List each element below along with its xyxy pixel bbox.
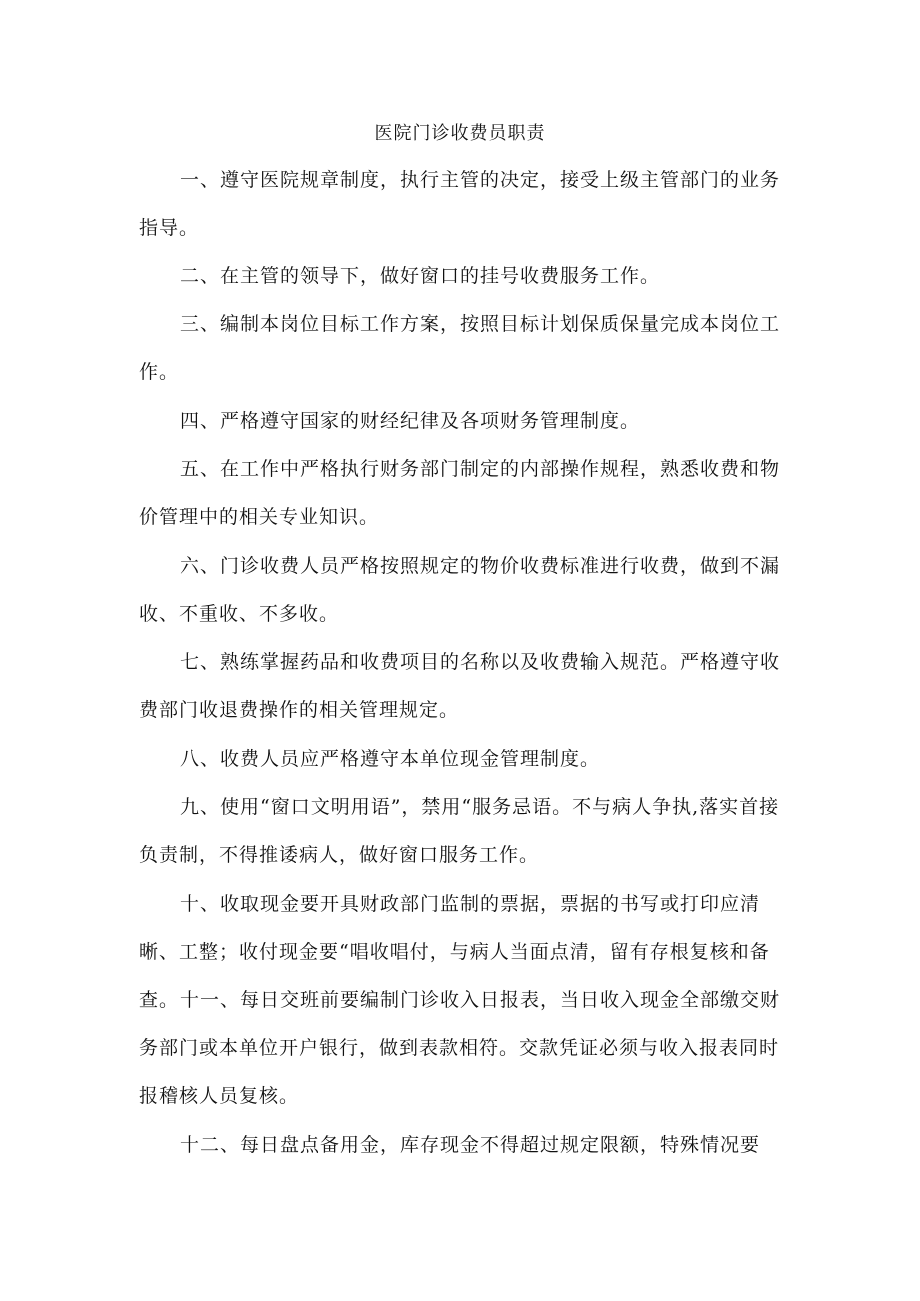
paragraph-8: 八、收费人员应严格遵守本单位现金管理制度。 [180, 748, 601, 770]
paragraph-12: 十二、每日盘点备用金，库存现金不得超过规定限额，特殊情况要 [180, 1134, 761, 1156]
paragraph-4: 四、严格遵守国家的财经纪律及各项财务管理制度。 [180, 410, 641, 432]
paragraph-10: 十、收取现金要开具财政部门监制的票据，票据的书写或打印应清晰、工整；收付现金要“唱收唱付，与病人当面点清，留有存根复核和备查。 [139, 893, 770, 1011]
paragraph-11: 十一、每日交班前要编制门诊收入日报表，当日收入现金全部缴交财务部门或本单位开户银行，做到表款相符。交款凭证必须与收入报表同时报稽核人员复核。 [139, 989, 781, 1107]
paragraph-6: 六、门诊收费人员严格按照规定的物价收费标准进行收费，做到不漏收、不重收、不多收。 [139, 555, 781, 625]
paragraph-5: 五、在工作中严格执行财务部门制定的内部操作规程，熟悉收费和物价管理中的相关专业知识。 [139, 458, 781, 528]
paragraph-9: 九、使用“窗口文明用语”，禁用“服务忌语。不与病人争执,落实首接负责制，不得推诿病人，做好窗口服务工作。 [139, 796, 780, 866]
paragraph-1: 一、遵守医院规章制度，执行主管的决定，接受上级主管部门的业务指导。 [139, 169, 781, 239]
paragraph-2: 二、在主管的领导下，做好窗口的挂号收费服务工作。 [180, 265, 661, 287]
document-title: 医院门诊收费员职责 [374, 123, 546, 144]
paragraph-3: 三、编制本岗位目标工作方案，按照目标计划保质保量完成本岗位工作。 [139, 313, 781, 383]
paragraph-7: 七、熟练掌握药品和收费项目的名称以及收费输入规范。严格遵守收费部门收退费操作的相关管理规定。 [139, 651, 781, 721]
